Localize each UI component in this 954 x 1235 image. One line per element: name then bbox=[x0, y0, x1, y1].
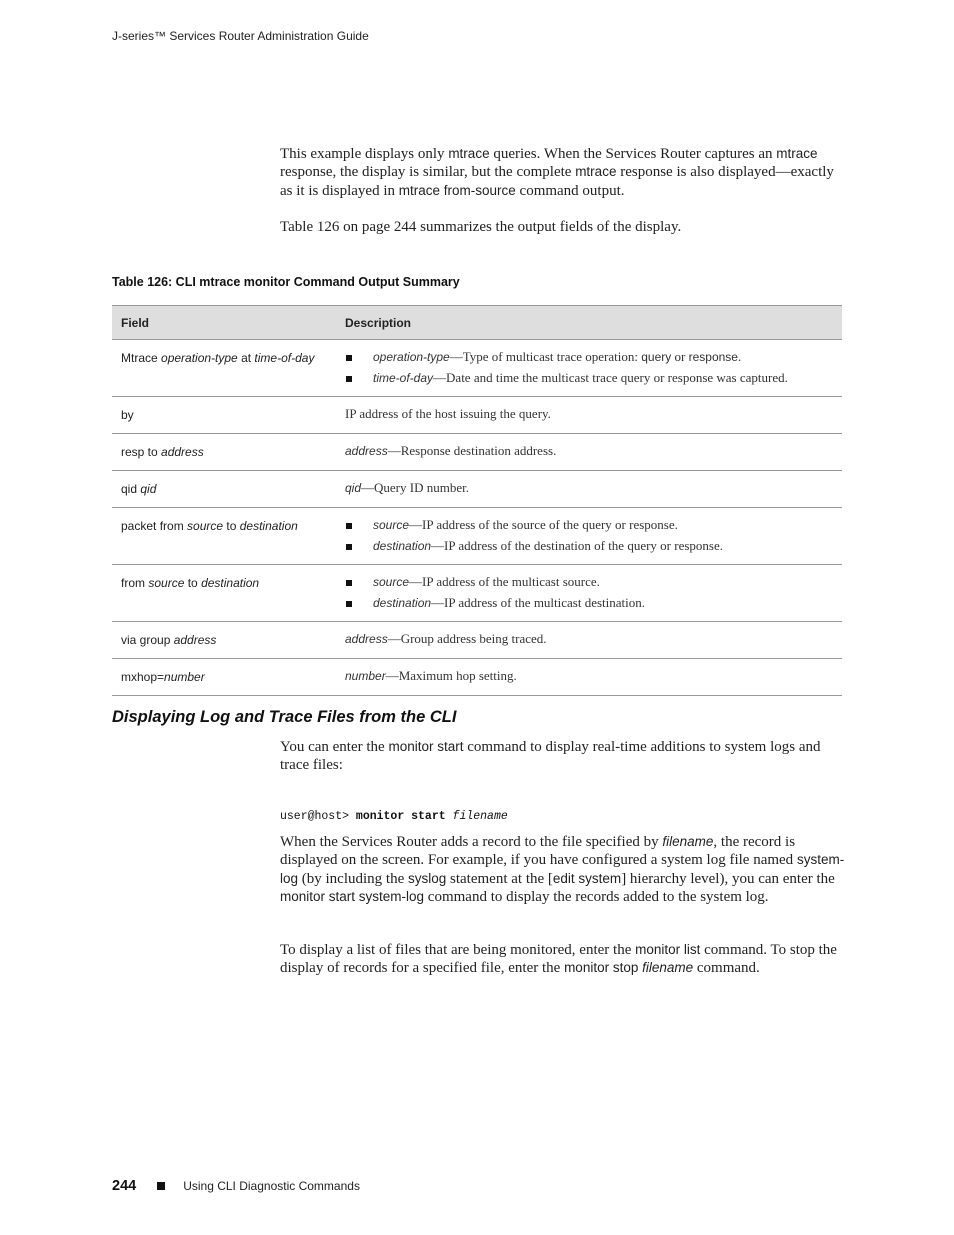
footer-chapter-title: Using CLI Diagnostic Commands bbox=[183, 1179, 360, 1193]
description-cell: address—Response destination address. bbox=[336, 434, 842, 471]
column-header-field: Field bbox=[112, 306, 336, 340]
table-row bbox=[112, 471, 842, 508]
table-row bbox=[112, 565, 842, 622]
output-summary-table bbox=[112, 305, 842, 696]
table-row bbox=[112, 434, 842, 471]
description-cell: IP address of the host issuing the query. bbox=[336, 397, 842, 434]
field-cell: Mtrace operation-type at time-of-day bbox=[112, 340, 336, 397]
field-cell: resp to address bbox=[112, 434, 336, 471]
field-cell: from source to destination bbox=[112, 565, 336, 622]
description-cell: number—Maximum hop setting. bbox=[336, 659, 842, 696]
intro-paragraph-2: Table 126 on page 244 summarizes the output fields of the display. bbox=[280, 219, 682, 235]
section-heading: Displaying Log and Trace Files from the CLI bbox=[112, 708, 457, 726]
column-header-description: Description bbox=[336, 306, 842, 340]
cli-prompt: user@host> bbox=[280, 810, 356, 823]
cli-command: monitor start bbox=[355, 810, 453, 823]
cli-argument: filename bbox=[452, 810, 508, 823]
field-cell: qid qid bbox=[112, 471, 336, 508]
section-paragraph-3: To display a list of files that are being monitored, enter the monitor list command. To stop the display of records for a specified file, enter the monitor stop filename command. bbox=[280, 942, 837, 977]
table-row bbox=[112, 508, 842, 565]
square-bullet-icon bbox=[157, 1182, 165, 1190]
table-row bbox=[112, 622, 842, 659]
description-cell: address—Group address being traced. bbox=[336, 622, 842, 659]
field-cell: via group address bbox=[112, 622, 336, 659]
list-item: time-of-day—Date and time the multicast trace query or response was captured. bbox=[345, 368, 833, 389]
table-row bbox=[112, 340, 842, 397]
page-footer bbox=[112, 1178, 360, 1194]
cmd-mtrace: mtrace bbox=[575, 164, 617, 180]
table-caption: Table 126: CLI mtrace monitor Command Output Summary bbox=[112, 275, 460, 289]
list-item: operation-type—Type of multicast trace operation: query or response. bbox=[345, 347, 833, 368]
cmd-mtrace: mtrace bbox=[776, 146, 818, 161]
description-cell bbox=[336, 340, 842, 397]
table-header-row bbox=[112, 306, 842, 340]
list-item: destination—IP address of the destination of the query or response. bbox=[345, 536, 833, 557]
running-header: J-series™ Services Router Administration Guide bbox=[112, 29, 369, 43]
list-item: destination—IP address of the multicast destination. bbox=[345, 593, 833, 614]
table-row bbox=[112, 659, 842, 696]
description-cell bbox=[336, 508, 842, 565]
section-paragraph-1: You can enter the monitor start command to display real-time additions to system logs and trace files: bbox=[280, 739, 821, 774]
intro-paragraph-1: This example displays only mtrace queries. When the Services Router captures an mtrace response, the display is similar, but the complete mtrace response is also displayed—exactly as it is displayed in mtrace from-source command output. bbox=[280, 146, 834, 199]
list-item: source—IP address of the multicast source. bbox=[345, 572, 833, 593]
field-cell: by bbox=[112, 397, 336, 434]
cmd-mtrace: mtrace bbox=[448, 146, 490, 161]
field-cell: packet from source to destination bbox=[112, 508, 336, 565]
table-row bbox=[112, 397, 842, 434]
description-cell bbox=[336, 565, 842, 622]
cmd-monitor-start: monitor start bbox=[388, 739, 464, 754]
cmd-mtrace-from-source: mtrace from-source bbox=[398, 182, 516, 198]
section-paragraph-2: When the Services Router adds a record to the file specified by filename, the record is displayed on the screen. For example, if you have configured a system log file named system-log (by including the syslog statement at the [edit system] hierarchy level), you can enter the monitor start system-log command to display the records added to the system log. bbox=[280, 834, 845, 906]
field-cell: mxhop=number bbox=[112, 659, 336, 696]
cli-example bbox=[280, 810, 508, 823]
list-item: source—IP address of the source of the query or response. bbox=[345, 515, 833, 536]
description-cell: qid—Query ID number. bbox=[336, 471, 842, 508]
page-number: 244 bbox=[112, 1178, 137, 1194]
